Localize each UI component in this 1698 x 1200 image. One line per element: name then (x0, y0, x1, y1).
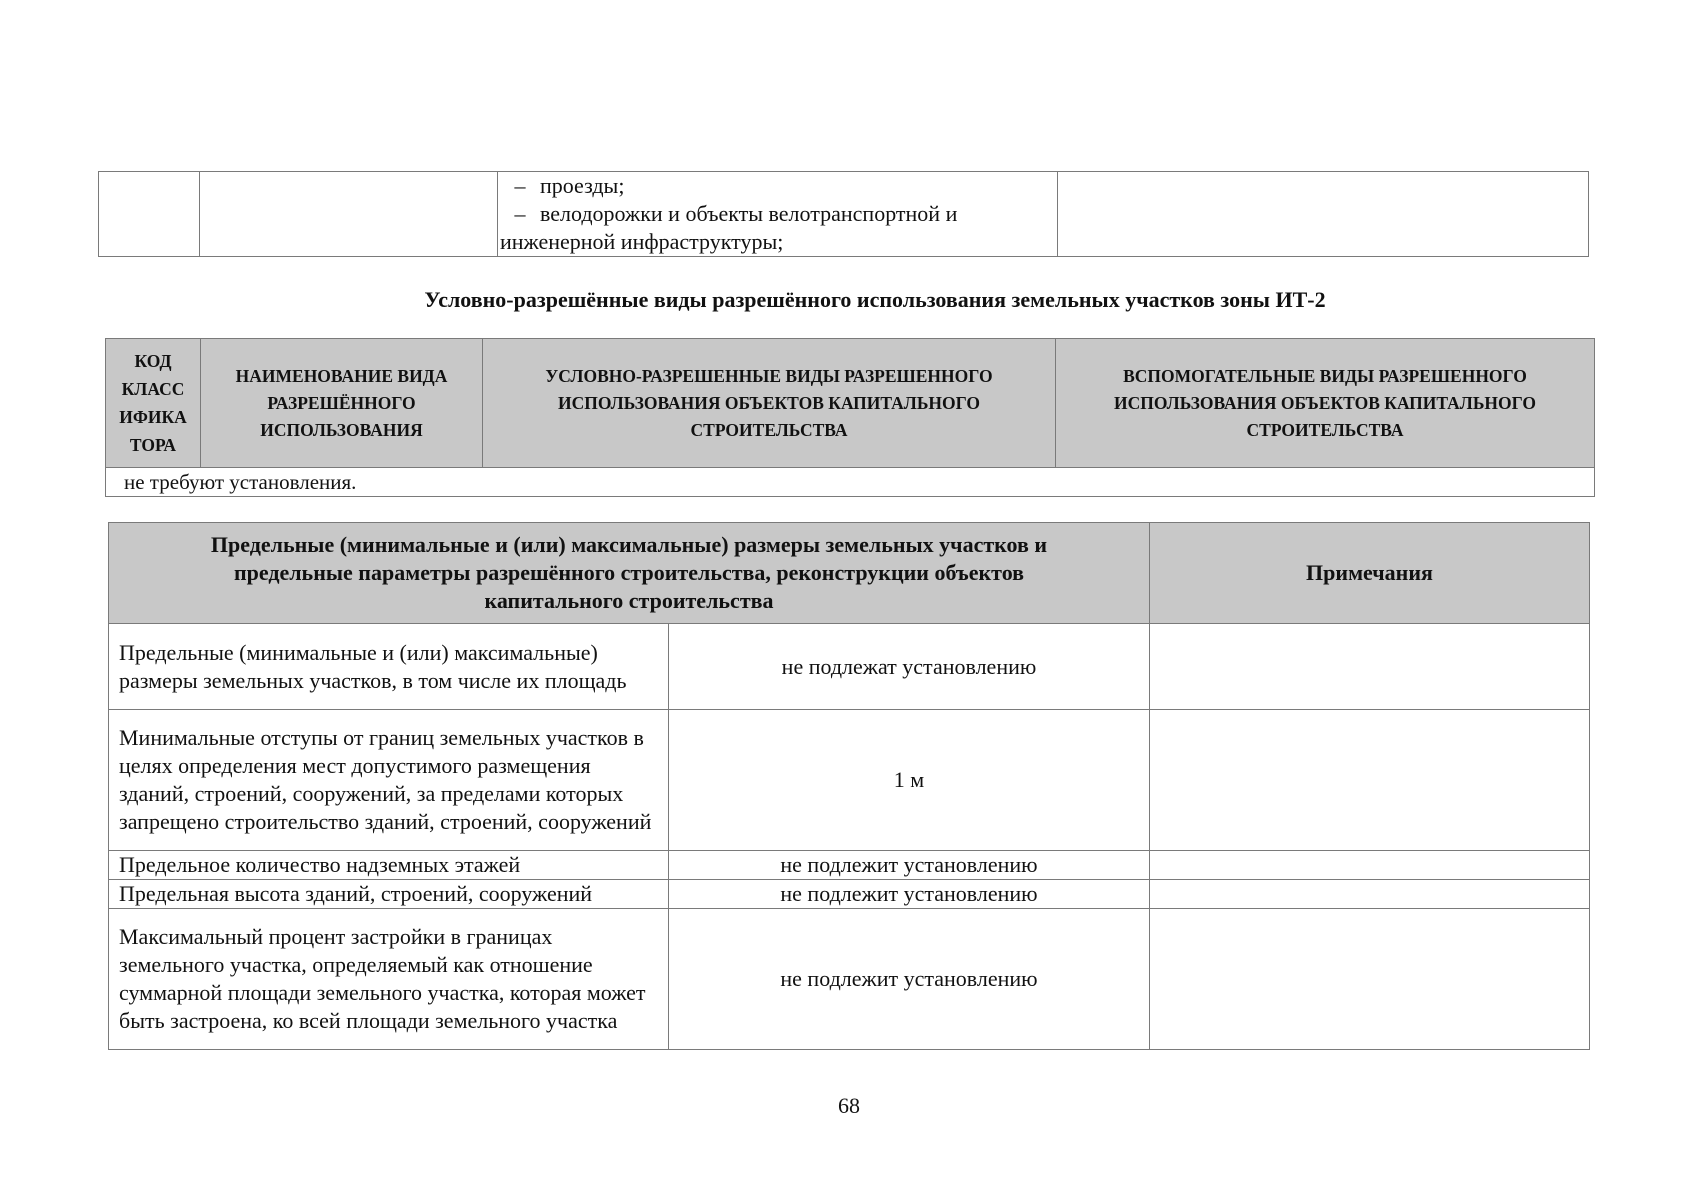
note-cell (1150, 710, 1590, 851)
list-item-text: велодорожки и объекты велотранспортной и (540, 201, 958, 226)
header-use-name: НАИМЕНОВАНИЕ ВИДА РАЗРЕШЁННОГО ИСПОЛЬЗОВАНИЯ (201, 339, 483, 468)
param-cell: Предельные (минимальные и (или) максимальные) размеры земельных участков, в том числе их площадь (109, 624, 669, 710)
value-cell: не подлежит установлению (669, 880, 1150, 909)
param-cell: Минимальные отступы от границ земельных участков в целях определения мест допустимого размещения зданий, строений, сооружений, за пределами которых запрещено строительство зданий, строений, сооружений (109, 710, 669, 851)
table-row (109, 851, 1590, 880)
page-number: 68 (838, 1093, 860, 1118)
continuation-table (98, 171, 1589, 257)
header-notes: Примечания (1150, 523, 1590, 624)
name-cell (200, 172, 498, 257)
header-conditional-uses: УСЛОВНО-РАЗРЕШЕННЫЕ ВИДЫ РАЗРЕШЕННОГО ИСПОЛЬЗОВАНИЯ ОБЪЕКТОВ КАПИТАЛЬНОГО СТРОИТЕЛЬСТВА (483, 339, 1056, 468)
param-cell: Предельное количество надземных этажей (109, 851, 669, 880)
table-header-row (106, 339, 1595, 468)
table-row (109, 624, 1590, 710)
value-cell: не подлежат установлению (669, 624, 1150, 710)
table-row (99, 172, 1589, 257)
note-cell (1150, 909, 1590, 1050)
allowed-uses-cell (498, 172, 1058, 257)
list-item-continuation: инженерной инфраструктуры; (500, 229, 784, 254)
table-row (109, 909, 1590, 1050)
table-row (106, 468, 1595, 497)
header-code-line: КОД (134, 351, 172, 371)
header-code-line: КЛАСС (121, 379, 185, 399)
list-item (500, 172, 1053, 200)
value-cell: не подлежит установлению (669, 851, 1150, 880)
param-cell: Предельная высота зданий, строений, сооружений (109, 880, 669, 909)
value-cell: 1 м (669, 710, 1150, 851)
header-auxiliary-uses: ВСПОМОГАТЕЛЬНЫЕ ВИДЫ РАЗРЕШЕННОГО ИСПОЛЬЗОВАНИЯ ОБЪЕКТОВ КАПИТАЛЬНОГО СТРОИТЕЛЬСТВА (1056, 339, 1595, 468)
list-dash: – (514, 173, 526, 198)
note-cell (1150, 624, 1590, 710)
limits-table (108, 522, 1590, 1050)
conditional-uses-table (105, 338, 1595, 497)
header-limits: Предельные (минимальные и (или) максимальные) размеры земельных участков и предельные параметры разрешённого строительства, реконструкции объектов капитального строительства (109, 523, 1150, 624)
code-cell (99, 172, 200, 257)
table-note: не требуют установления. (106, 468, 1595, 497)
table-header-row (109, 523, 1590, 624)
table-row (109, 710, 1590, 851)
list-item-text: проезды; (540, 173, 625, 198)
header-code-line: ИФИКА (119, 407, 187, 427)
param-cell: Максимальный процент застройки в границах земельного участка, определяемый как отношение суммарной площади земельного участка, которая может быть застроена, ко всей площади земельного участка (109, 909, 669, 1050)
note-cell (1150, 880, 1590, 909)
auxiliary-cell (1058, 172, 1589, 257)
header-code-line: ТОРА (129, 435, 177, 455)
table-row (109, 880, 1590, 909)
header-code (106, 339, 201, 468)
list-dash: – (514, 201, 526, 226)
value-cell: не подлежит установлению (669, 909, 1150, 1050)
note-cell (1150, 851, 1590, 880)
list-item (500, 200, 1053, 228)
section-title: Условно-разрешённые виды разрешённого использования земельных участков зоны ИТ-2 (424, 287, 1326, 312)
